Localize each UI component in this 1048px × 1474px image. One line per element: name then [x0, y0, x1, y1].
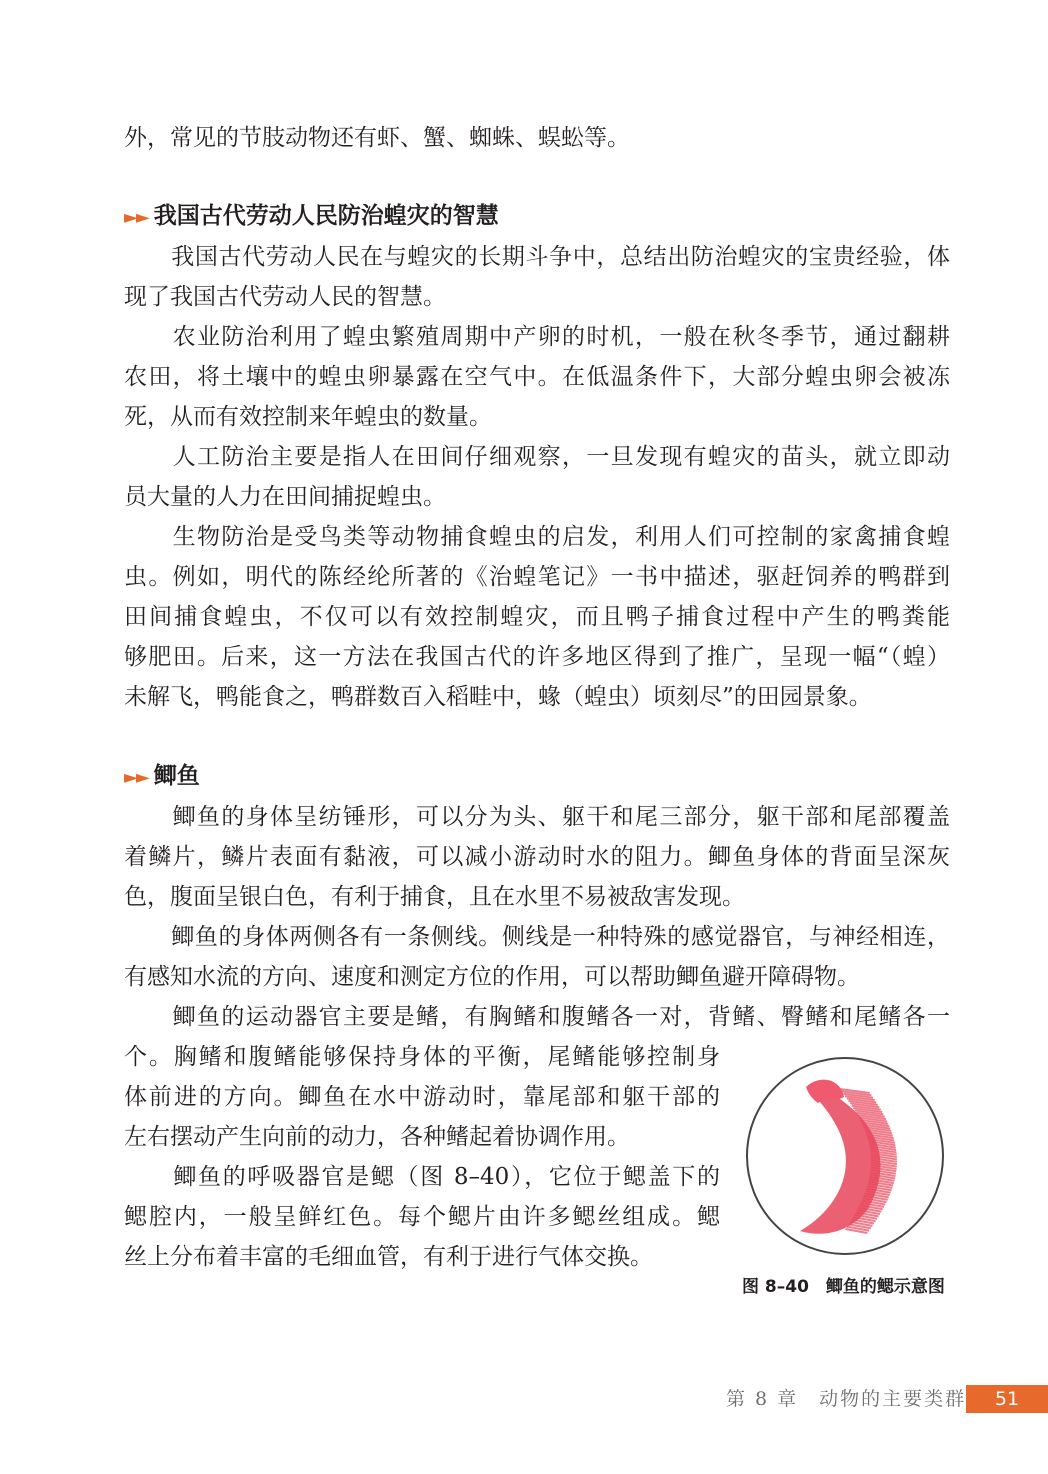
body-text-line: 丝上分布着丰富的毛细血管，有利于进行气体交换。: [124, 1244, 653, 1270]
arrow-icon: ►►: [124, 207, 148, 228]
section-heading-crucian-carp: [124, 756, 200, 796]
body-text-line: 左右摆动产生向前的动力，各种鳍起着协调作用。: [124, 1124, 630, 1150]
body-text-line: 员大量的人力在田间捕捉蝗虫。: [124, 484, 446, 510]
chapter-footer: 第 8 章 动物的主要类群: [726, 1388, 967, 1410]
body-text-line: 鲫鱼的身体两侧各有一条侧线。侧线是一种特殊的感觉器官，与神经相连，: [124, 924, 950, 950]
page-number: 51: [966, 1385, 1048, 1413]
section-title: 鲫鱼: [153, 763, 200, 789]
body-text-line: 农业防治利用了蝗虫繁殖周期中产卵的时机，一般在秋冬季节，通过翻耕: [124, 324, 950, 350]
figure-caption: 图 8–40 鲫鱼的鳃示意图: [742, 1277, 945, 1297]
body-text-line: 鳃腔内，一般呈鲜红色。每个鳃片由许多鳃丝组成。鳃: [124, 1204, 720, 1230]
arrow-icon: ►►: [124, 767, 148, 788]
body-text-line: 我国古代劳动人民在与蝗灾的长期斗争中，总结出防治蝗灾的宝贵经验，体: [124, 244, 950, 270]
body-text-line: 人工防治主要是指人在田间仔细观察，一旦发现有蝗灾的苗头，就立即动: [124, 444, 950, 470]
body-text-line: 田间捕食蝗虫，不仅可以有效控制蝗灾，而且鸭子捕食过程中产生的鸭粪能: [124, 604, 950, 630]
section-heading-locust: [124, 196, 499, 236]
section-title: 我国古代劳动人民防治蝗灾的智慧: [153, 203, 499, 229]
gill-illustration: [748, 1059, 942, 1253]
body-text-line: 未解飞，鸭能食之，鸭群数百入稻畦中，蝝（蝗虫）顷刻尽”的田园景象。: [124, 684, 872, 710]
body-text-line: 鲫鱼的身体呈纺锤形，可以分为头、躯干和尾三部分，躯干部和尾部覆盖: [124, 804, 950, 830]
body-text-line: 农田，将土壤中的蝗虫卵暴露在空气中。在低温条件下，大部分蝗虫卵会被冻: [124, 364, 950, 390]
body-text-line: 鲫鱼的运动器官主要是鳍，有胸鳍和腹鳍各一对，背鳍、臀鳍和尾鳍各一: [124, 1004, 950, 1030]
body-text-line: 个。胸鳍和腹鳍能够保持身体的平衡，尾鳍能够控制身: [124, 1044, 720, 1070]
body-text-line: 虫。例如，明代的陈经纶所著的《治蝗笔记》一书中描述，驱赶饲养的鸭群到: [124, 564, 950, 590]
body-text-line: 死，从而有效控制来年蝗虫的数量。: [124, 404, 492, 430]
body-text-line: 鲫鱼的呼吸器官是鳃（图 8–40），它位于鳃盖下的: [124, 1164, 720, 1190]
body-text-line: 够肥田。后来，这一方法在我国古代的许多地区得到了推广，呈现一幅“（蝗）: [124, 644, 950, 670]
intro-line: 外，常见的节肢动物还有虾、蟹、蜘蛛、蜈蚣等。: [124, 125, 630, 151]
body-text-line: 着鳞片，鳞片表面有黏液，可以减小游动时水的阻力。鲫鱼身体的背面呈深灰: [124, 844, 950, 870]
body-text-line: 现了我国古代劳动人民的智慧。: [124, 284, 446, 310]
gill-figure: [746, 1057, 944, 1255]
body-text-line: 有感知水流的方向、速度和测定方位的作用，可以帮助鲫鱼避开障碍物。: [124, 964, 860, 990]
body-text-line: 体前进的方向。鲫鱼在水中游动时，靠尾部和躯干部的: [124, 1084, 720, 1110]
body-text-line: 生物防治是受鸟类等动物捕食蝗虫的启发，利用人们可控制的家禽捕食蝗: [124, 524, 950, 550]
body-text-line: 色，腹面呈银白色，有利于捕食，且在水里不易被敌害发现。: [124, 884, 745, 910]
